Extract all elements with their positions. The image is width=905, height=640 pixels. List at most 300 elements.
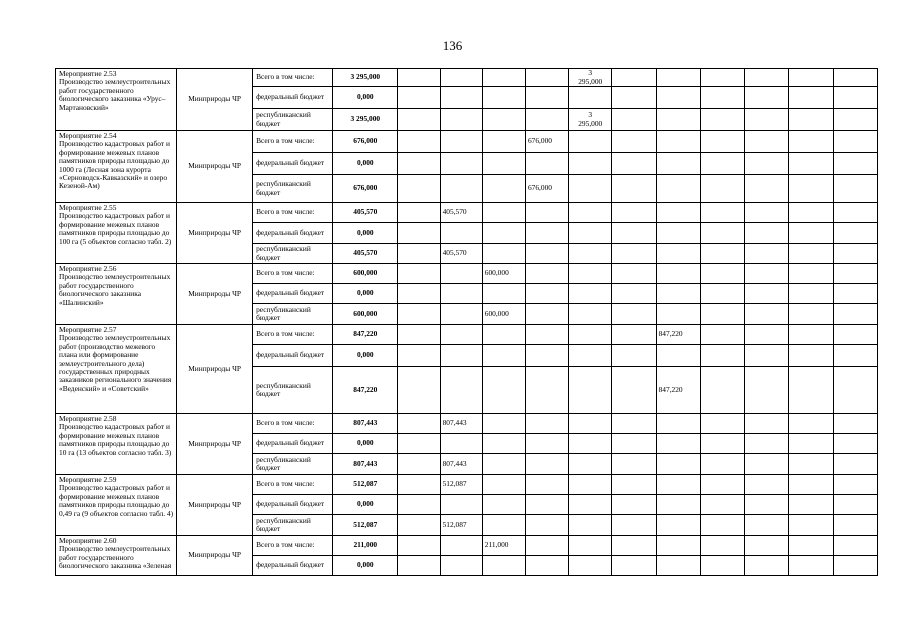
- year-amount-cell: [525, 475, 568, 495]
- funding-source-cell-text: Всего в том числе:: [256, 207, 315, 217]
- year-amount-cell: [612, 244, 656, 264]
- total-amount-cell: [333, 414, 398, 434]
- total-amount-cell: [333, 434, 398, 454]
- year-amount-cell: [398, 131, 440, 153]
- table-row: [56, 475, 878, 495]
- year-amount-cell: [700, 556, 744, 576]
- year-amount-cell-text: 3 295,000: [578, 68, 603, 86]
- year-amount-cell: [745, 153, 789, 175]
- year-amount-cell: [525, 264, 568, 284]
- funding-source-cell: [253, 223, 333, 244]
- year-amount-cell: [398, 175, 440, 203]
- measure-description-text: Мероприятие 2.54 Производство кадастровых работ и формирование межевых планов памятников природы площадью до 1000 га (Лесная зона курорта «Серноводск-Кавказский» и озеро Кезеной-Ам): [59, 131, 170, 191]
- year-amount-cell: [440, 175, 482, 203]
- total-amount-cell: [333, 475, 398, 495]
- year-amount-cell: [656, 434, 700, 454]
- year-amount-cell: [745, 69, 789, 87]
- total-amount-cell-text: 0,000: [356, 350, 374, 360]
- year-amount-cell: [745, 495, 789, 515]
- year-amount-cell: [789, 367, 833, 414]
- year-amount-cell: [482, 367, 525, 414]
- year-amount-cell: [745, 87, 789, 109]
- total-amount-cell-text: 600,000: [353, 308, 378, 318]
- year-amount-cell: [440, 284, 482, 304]
- year-amount-cell: [833, 414, 877, 434]
- measure-description-text: Мероприятие 2.58 Производство кадастровых работ и формирование межевых планов памятников природы площадью до 10 га (13 объектов согласно табл. 3): [59, 414, 172, 457]
- year-amount-cell: [745, 367, 789, 414]
- year-amount-cell: [745, 244, 789, 264]
- total-amount-cell-text: 807,443: [353, 418, 378, 428]
- budget-table: [55, 68, 878, 576]
- total-amount-cell: [333, 367, 398, 414]
- year-amount-cell: [482, 203, 525, 223]
- year-amount-cell: [525, 153, 568, 175]
- total-amount-cell: [333, 495, 398, 515]
- budget-table-body: [56, 69, 878, 576]
- year-amount-cell: [700, 153, 744, 175]
- year-amount-cell: [612, 475, 656, 495]
- funding-source-cell-text: республиканский бюджет: [256, 179, 311, 197]
- funding-source-cell: [253, 284, 333, 304]
- year-amount-cell: [398, 69, 440, 87]
- funding-source-cell-text: федеральный бюджет: [256, 92, 325, 102]
- year-amount-cell: [656, 109, 700, 131]
- year-amount-cell: [440, 434, 482, 454]
- year-amount-cell: [525, 175, 568, 203]
- year-amount-cell: [398, 264, 440, 284]
- year-amount-cell: [700, 87, 744, 109]
- year-amount-cell: [525, 367, 568, 414]
- total-amount-cell: [333, 153, 398, 175]
- measure-description-text: Мероприятие 2.55 Производство кадастровых работ и формирование межевых планов памятников природы площадью до 100 га (5 объектов согласно табл. 2): [59, 203, 172, 246]
- year-amount-cell: [482, 131, 525, 153]
- funding-source-cell-text: республиканский бюджет: [256, 515, 311, 533]
- total-amount-cell: [333, 345, 398, 367]
- year-amount-cell: [612, 414, 656, 434]
- year-amount-cell: [745, 454, 789, 475]
- funding-source-cell-text: федеральный бюджет: [256, 227, 325, 237]
- total-amount-cell: [333, 223, 398, 244]
- total-amount-cell-text: 405,570: [353, 207, 378, 217]
- year-amount-cell: [656, 325, 700, 345]
- total-amount-cell-text: 3 295,000: [350, 72, 381, 82]
- total-amount-cell-text: 0,000: [356, 560, 374, 570]
- total-amount-cell: [333, 264, 398, 284]
- year-amount-cell: [525, 345, 568, 367]
- year-amount-cell: [789, 284, 833, 304]
- measure-description-text: Мероприятие 2.59 Производство кадастровых работ и формирование межевых планов памятников природы площадью до 0,49 га (9 объектов согласно табл. 4): [59, 475, 174, 518]
- total-amount-cell: [333, 175, 398, 203]
- year-amount-cell: [656, 87, 700, 109]
- year-amount-cell: [440, 264, 482, 284]
- executor-cell: [177, 203, 253, 264]
- year-amount-cell: [525, 87, 568, 109]
- year-amount-cell: [700, 69, 744, 87]
- year-amount-cell: [700, 495, 744, 515]
- year-amount-cell: [525, 536, 568, 556]
- year-amount-cell: [440, 367, 482, 414]
- year-amount-cell: [833, 556, 877, 576]
- year-amount-cell: [569, 244, 612, 264]
- year-amount-cell: [569, 109, 612, 131]
- year-amount-cell: [612, 131, 656, 153]
- year-amount-cell-text: 807,443: [442, 458, 467, 468]
- year-amount-cell: [569, 69, 612, 87]
- total-amount-cell: [333, 556, 398, 576]
- executor-cell: [177, 131, 253, 203]
- year-amount-cell: [398, 87, 440, 109]
- table-row: [56, 131, 878, 153]
- year-amount-cell: [398, 414, 440, 434]
- total-amount-cell: [333, 131, 398, 153]
- year-amount-cell: [525, 325, 568, 345]
- funding-source-cell-text: Всего в том числе:: [256, 329, 315, 339]
- year-amount-cell: [440, 69, 482, 87]
- year-amount-cell: [569, 203, 612, 223]
- year-amount-cell: [569, 454, 612, 475]
- year-amount-cell: [398, 475, 440, 495]
- year-amount-cell: [525, 203, 568, 223]
- year-amount-cell: [569, 536, 612, 556]
- year-amount-cell: [789, 264, 833, 284]
- year-amount-cell: [745, 414, 789, 434]
- year-amount-cell: [482, 345, 525, 367]
- year-amount-cell: [398, 223, 440, 244]
- year-amount-cell: [789, 325, 833, 345]
- year-amount-cell: [700, 515, 744, 536]
- year-amount-cell: [525, 244, 568, 264]
- year-amount-cell: [656, 175, 700, 203]
- year-amount-cell: [482, 454, 525, 475]
- year-amount-cell: [656, 304, 700, 325]
- year-amount-cell: [833, 131, 877, 153]
- year-amount-cell: [656, 223, 700, 244]
- year-amount-cell: [398, 454, 440, 475]
- total-amount-cell-text: 0,000: [356, 92, 374, 102]
- total-amount-cell: [333, 536, 398, 556]
- total-amount-cell-text: 847,220: [353, 329, 378, 339]
- year-amount-cell: [398, 434, 440, 454]
- year-amount-cell: [612, 87, 656, 109]
- year-amount-cell: [482, 175, 525, 203]
- year-amount-cell: [833, 345, 877, 367]
- year-amount-cell: [440, 109, 482, 131]
- year-amount-cell: [569, 515, 612, 536]
- year-amount-cell: [482, 536, 525, 556]
- funding-source-cell-text: федеральный бюджет: [256, 288, 325, 298]
- year-amount-cell: [656, 131, 700, 153]
- year-amount-cell: [569, 175, 612, 203]
- executor-cell-text: Минприроды ЧР: [188, 94, 241, 104]
- year-amount-cell: [525, 131, 568, 153]
- year-amount-cell-text: 600,000: [484, 308, 509, 318]
- year-amount-cell: [700, 345, 744, 367]
- measure-description-text: Мероприятие 2.53 Производство землеустроительных работ государственного биологического заказника «Урус–Мартановский»: [59, 69, 171, 112]
- year-amount-cell: [569, 325, 612, 345]
- year-amount-cell: [482, 153, 525, 175]
- year-amount-cell: [440, 153, 482, 175]
- year-amount-cell: [745, 203, 789, 223]
- year-amount-cell: [482, 495, 525, 515]
- executor-cell-text: Минприроды ЧР: [188, 499, 241, 509]
- year-amount-cell: [440, 536, 482, 556]
- year-amount-cell: [833, 109, 877, 131]
- year-amount-cell: [440, 87, 482, 109]
- executor-cell-text: Минприроды ЧР: [188, 288, 241, 298]
- funding-source-cell-text: республиканский бюджет: [256, 244, 311, 262]
- year-amount-cell: [700, 414, 744, 434]
- year-amount-cell: [482, 223, 525, 244]
- year-amount-cell: [789, 87, 833, 109]
- year-amount-cell-text: 512,087: [442, 479, 467, 489]
- year-amount-cell: [789, 304, 833, 325]
- year-amount-cell: [440, 556, 482, 576]
- year-amount-cell: [833, 495, 877, 515]
- year-amount-cell: [745, 475, 789, 495]
- funding-source-cell: [253, 175, 333, 203]
- year-amount-cell: [833, 264, 877, 284]
- funding-source-cell: [253, 367, 333, 414]
- year-amount-cell: [482, 87, 525, 109]
- funding-source-cell: [253, 495, 333, 515]
- year-amount-cell: [789, 434, 833, 454]
- year-amount-cell: [440, 454, 482, 475]
- year-amount-cell: [656, 345, 700, 367]
- year-amount-cell: [656, 454, 700, 475]
- year-amount-cell: [569, 414, 612, 434]
- year-amount-cell: [656, 556, 700, 576]
- year-amount-cell: [789, 203, 833, 223]
- year-amount-cell: [569, 556, 612, 576]
- year-amount-cell: [398, 367, 440, 414]
- total-amount-cell-text: 676,000: [353, 136, 378, 146]
- funding-source-cell-text: республиканский бюджет: [256, 380, 311, 398]
- year-amount-cell-text: 676,000: [527, 183, 552, 193]
- year-amount-cell: [789, 345, 833, 367]
- year-amount-cell: [525, 454, 568, 475]
- page-number: 136: [442, 38, 463, 53]
- year-amount-cell: [745, 304, 789, 325]
- year-amount-cell: [700, 244, 744, 264]
- executor-cell: [177, 475, 253, 536]
- year-amount-cell: [398, 244, 440, 264]
- year-amount-cell: [700, 284, 744, 304]
- year-amount-cell: [440, 304, 482, 325]
- measure-description: [56, 475, 177, 536]
- year-amount-cell: [745, 131, 789, 153]
- year-amount-cell-text: 211,000: [484, 540, 509, 550]
- year-amount-cell: [398, 304, 440, 325]
- measure-description-text: Мероприятие 2.56 Производство землеустроительных работ государственного биологического заказника «Шалинский»: [59, 264, 171, 307]
- total-amount-cell: [333, 244, 398, 264]
- funding-source-cell-text: Всего в том числе:: [256, 540, 315, 550]
- total-amount-cell-text: 600,000: [353, 268, 378, 278]
- year-amount-cell-text: 3 295,000: [578, 110, 603, 128]
- year-amount-cell: [745, 434, 789, 454]
- year-amount-cell: [612, 495, 656, 515]
- year-amount-cell: [440, 495, 482, 515]
- executor-cell-text: Минприроды ЧР: [188, 438, 241, 448]
- year-amount-cell: [612, 69, 656, 87]
- total-amount-cell-text: 0,000: [356, 288, 374, 298]
- funding-source-cell: [253, 556, 333, 576]
- year-amount-cell: [569, 223, 612, 244]
- year-amount-cell: [833, 475, 877, 495]
- funding-source-cell: [253, 414, 333, 434]
- year-amount-cell: [656, 536, 700, 556]
- funding-source-cell: [253, 264, 333, 284]
- year-amount-cell: [612, 367, 656, 414]
- funding-source-cell-text: федеральный бюджет: [256, 438, 325, 448]
- year-amount-cell: [398, 284, 440, 304]
- year-amount-cell: [612, 556, 656, 576]
- year-amount-cell: [612, 325, 656, 345]
- year-amount-cell: [482, 109, 525, 131]
- executor-cell: [177, 536, 253, 576]
- year-amount-cell: [398, 515, 440, 536]
- executor-cell-text: Минприроды ЧР: [188, 227, 241, 237]
- year-amount-cell: [482, 434, 525, 454]
- table-row: [56, 203, 878, 223]
- funding-source-cell-text: федеральный бюджет: [256, 350, 325, 360]
- year-amount-cell: [700, 203, 744, 223]
- executor-cell: [177, 69, 253, 131]
- year-amount-cell: [525, 69, 568, 87]
- funding-source-cell: [253, 454, 333, 475]
- year-amount-cell: [612, 203, 656, 223]
- year-amount-cell: [525, 304, 568, 325]
- year-amount-cell: [745, 515, 789, 536]
- year-amount-cell: [700, 454, 744, 475]
- funding-source-cell: [253, 325, 333, 345]
- year-amount-cell: [745, 345, 789, 367]
- year-amount-cell: [482, 475, 525, 495]
- year-amount-cell: [525, 434, 568, 454]
- year-amount-cell: [482, 264, 525, 284]
- year-amount-cell: [398, 203, 440, 223]
- funding-source-cell: [253, 434, 333, 454]
- funding-source-cell-text: республиканский бюджет: [256, 110, 311, 128]
- year-amount-cell: [700, 264, 744, 284]
- year-amount-cell: [833, 203, 877, 223]
- measure-description: [56, 264, 177, 325]
- executor-cell: [177, 325, 253, 414]
- year-amount-cell-text: 512,087: [442, 519, 467, 529]
- table-row: [56, 536, 878, 556]
- total-amount-cell-text: 512,087: [353, 479, 378, 489]
- total-amount-cell-text: 512,087: [353, 519, 378, 529]
- year-amount-cell: [833, 69, 877, 87]
- year-amount-cell: [700, 223, 744, 244]
- year-amount-cell: [482, 244, 525, 264]
- year-amount-cell: [612, 454, 656, 475]
- year-amount-cell: [569, 367, 612, 414]
- year-amount-cell: [789, 475, 833, 495]
- executor-cell-text: Минприроды ЧР: [188, 161, 241, 171]
- year-amount-cell: [789, 515, 833, 536]
- funding-source-cell: [253, 109, 333, 131]
- year-amount-cell: [833, 153, 877, 175]
- year-amount-cell: [569, 475, 612, 495]
- funding-source-cell-text: федеральный бюджет: [256, 560, 325, 570]
- year-amount-cell: [656, 153, 700, 175]
- year-amount-cell: [440, 325, 482, 345]
- year-amount-cell: [656, 69, 700, 87]
- year-amount-cell: [745, 264, 789, 284]
- year-amount-cell: [656, 414, 700, 434]
- year-amount-cell: [569, 495, 612, 515]
- year-amount-cell: [833, 367, 877, 414]
- year-amount-cell: [789, 454, 833, 475]
- year-amount-cell: [569, 304, 612, 325]
- total-amount-cell-text: 847,220: [353, 384, 378, 394]
- funding-source-cell-text: Всего в том числе:: [256, 418, 315, 428]
- total-amount-cell: [333, 304, 398, 325]
- year-amount-cell: [833, 515, 877, 536]
- year-amount-cell: [569, 284, 612, 304]
- year-amount-cell: [789, 536, 833, 556]
- year-amount-cell: [700, 304, 744, 325]
- funding-source-cell: [253, 153, 333, 175]
- year-amount-cell: [440, 515, 482, 536]
- funding-source-cell-text: Всего в том числе:: [256, 479, 315, 489]
- executor-cell-text: Минприроды ЧР: [188, 550, 241, 560]
- year-amount-cell: [656, 284, 700, 304]
- total-amount-cell-text: 3 295,000: [350, 114, 381, 124]
- year-amount-cell: [482, 304, 525, 325]
- year-amount-cell: [700, 475, 744, 495]
- year-amount-cell: [525, 414, 568, 434]
- executor-cell: [177, 414, 253, 475]
- total-amount-cell: [333, 69, 398, 87]
- year-amount-cell: [833, 454, 877, 475]
- funding-source-cell-text: федеральный бюджет: [256, 158, 325, 168]
- table-row: [56, 325, 878, 345]
- funding-source-cell: [253, 87, 333, 109]
- year-amount-cell: [656, 264, 700, 284]
- year-amount-cell: [700, 175, 744, 203]
- year-amount-cell: [525, 284, 568, 304]
- year-amount-cell: [745, 536, 789, 556]
- total-amount-cell: [333, 284, 398, 304]
- year-amount-cell: [440, 475, 482, 495]
- table-row: [56, 69, 878, 87]
- executor-cell-text: Минприроды ЧР: [188, 363, 241, 373]
- year-amount-cell-text: 405,570: [442, 248, 467, 258]
- funding-source-cell-text: Всего в том числе:: [256, 136, 315, 146]
- year-amount-cell: [482, 325, 525, 345]
- year-amount-cell: [833, 223, 877, 244]
- year-amount-cell-text: 847,220: [658, 329, 683, 339]
- table-row: [56, 414, 878, 434]
- total-amount-cell-text: 676,000: [353, 183, 378, 193]
- funding-source-cell: [253, 304, 333, 325]
- year-amount-cell: [569, 264, 612, 284]
- year-amount-cell: [482, 284, 525, 304]
- funding-source-cell-text: Всего в том числе:: [256, 268, 315, 278]
- total-amount-cell-text: 0,000: [356, 227, 374, 237]
- funding-source-cell: [253, 515, 333, 536]
- year-amount-cell: [745, 325, 789, 345]
- year-amount-cell: [612, 434, 656, 454]
- total-amount-cell: [333, 203, 398, 223]
- funding-source-cell: [253, 203, 333, 223]
- measure-description: [56, 325, 177, 414]
- table-row: [56, 264, 878, 284]
- total-amount-cell-text: 0,000: [356, 158, 374, 168]
- year-amount-cell: [612, 284, 656, 304]
- funding-source-cell: [253, 69, 333, 87]
